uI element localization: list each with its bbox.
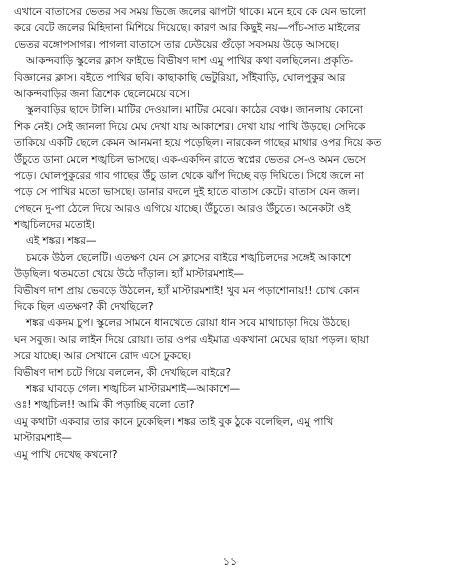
text-line: এমু পাখি দেখেছ কখনো?: [14, 448, 118, 461]
text-line: স্কুলবাড়ির ছাদে টালি। মাটির দেওয়াল। মাটির মেঝে। কাঠের বেঞ্চ। জানলায় কোনো: [26, 104, 363, 117]
text-line: ওঃ! শঙ্খচিল!! আমি কী পড়াচ্ছি বলো তো?: [14, 399, 195, 412]
text-line: শঙ্কর একদম চুপ। স্কুলের সামনে ধানখেতে রোয়া ধান সবে মাথাচাড়া দিয়ে উঠছে।: [26, 317, 351, 330]
text-line: শঙ্খচিলদের মতোই।: [14, 219, 95, 232]
text-line: দিকে ছিল এতক্ষণ? কী দেখছিলে?: [14, 301, 154, 314]
page-number: ১১: [222, 555, 238, 568]
text-line: উড়ছিল। থতমতো খেয়ে উঠে দাঁড়াল। হ্যাঁ মাস্টারমশাই—: [14, 268, 244, 281]
text-line: এই শঙ্কর। শঙ্কর—: [26, 235, 97, 248]
text-line: তাকিয়ে একটি ছেলে কেমন আনমনা হয়ে পড়েছিল। নারকেল গাছের মাথার ওপর দিয়ে কত: [14, 137, 382, 150]
text-line: পেছনে দু-পা ঠেলে দিয়ে আরও এগিয়ে যাচ্ছে। উঁচুতে। আরও উঁচুতে। অনেকটা ওই: [14, 202, 351, 215]
text-line: বিজ্ঞানের ক্লাস। বইতে পাখির ছবি। কাছাকাছি ভেটুরিয়া, সাঁইবাড়ি, ঘোলপুকুর আর: [14, 71, 346, 84]
text-line: শিক নেই। সেই জানলা দিয়ে মেঘ দেখা যায় আকাশের। দেখা যায় পাখি উড়ছে। সেদিকে: [14, 120, 366, 133]
text-line: মাস্টারমশাই—: [14, 432, 72, 445]
text-line: আকন্দবাড়ির জনা ত্রিশেক ছেলেমেয়ে বসে।: [14, 87, 190, 100]
text-line: পড়ে সে পাখির মতো ভাসছে। ডানার বদলে দুই হাতে বাতাস কেটে। বাতাস যেন জল।: [14, 186, 360, 199]
text-line: পড়ে। ঘোলপুকুরের গাব গাছের উঁচু ডাল থেকে ঝাঁপ দিচ্ছে বড় দিঘিতে। সিধে জলে না: [14, 169, 364, 182]
text-line: এমু কথাটা একবার তার কানে ঢুকেছিল। শঙ্কর তাই বুক ঠুকে বলেছিল, এমু পাখি: [14, 415, 334, 428]
text-line: উঁচুতে ডানা মেলে শঙ্খচিল ভাসছে। এক-একদিন রাতে স্বপ্নের ভেতর সে-ও অমন ভেসে: [14, 153, 366, 166]
text-line: বিভীষণ দাশ প্রায় ভেবড়ে উঠলেন, হ্যাঁ মাস্টারমশাই! খুব মন পড়াশোনায়!! চোখ কোন: [14, 284, 360, 297]
text-line: চমকে উঠল ছেলেটি। এতক্ষণ যেন সে ক্লাসের বাইরে শঙ্খচিলদের সঙ্গেই আকাশে: [26, 251, 352, 264]
page-body-text: [14, 4, 450, 463]
text-line: ভেতর বঙ্গোপসাগর। পাগলা বাতাসে তার ঢেউয়ের গুঁড়ো সবসময় উড়ে আসছে।: [14, 38, 340, 51]
text-line: সরে যাচ্ছে। আর সেখানে রোদ এসে ঢুকছে।: [14, 350, 191, 363]
text-line: আকন্দবাড়ি স্কুলের ক্লাস ফাইভে বিভীষণ দাশ এমু পাখির কথা বলছিলেন। প্রকৃতি-: [26, 55, 354, 68]
text-line: এখানে বাতাসের ভেতর সব সময় ভিজে জলের ঝাপটা থাকে। মনে হবে কে যেন ভালো: [14, 6, 366, 18]
text-line: ঘন সবুজ। আর লাইন দিয়ে রোয়া। তার ওপর এইমাত্র একখানা মেঘের ছায়া পড়ল। ছায়া: [14, 333, 369, 346]
text-line: শঙ্কর ঘাবড়ে গেল। শঙ্খচিল মাস্টারমশাই—আকাশে—: [26, 382, 240, 395]
text-line: করে বেটে জলের মিহিদানা মিশিয়ে দিয়েছে। কারণ আর কিছুই নয়—পাঁচ-সাত মাইলের: [14, 22, 361, 35]
text-line: বিভীষণ দাশ চটে গিয়ে বললেন, কী দেখছিলে বাইরে?: [14, 366, 231, 379]
